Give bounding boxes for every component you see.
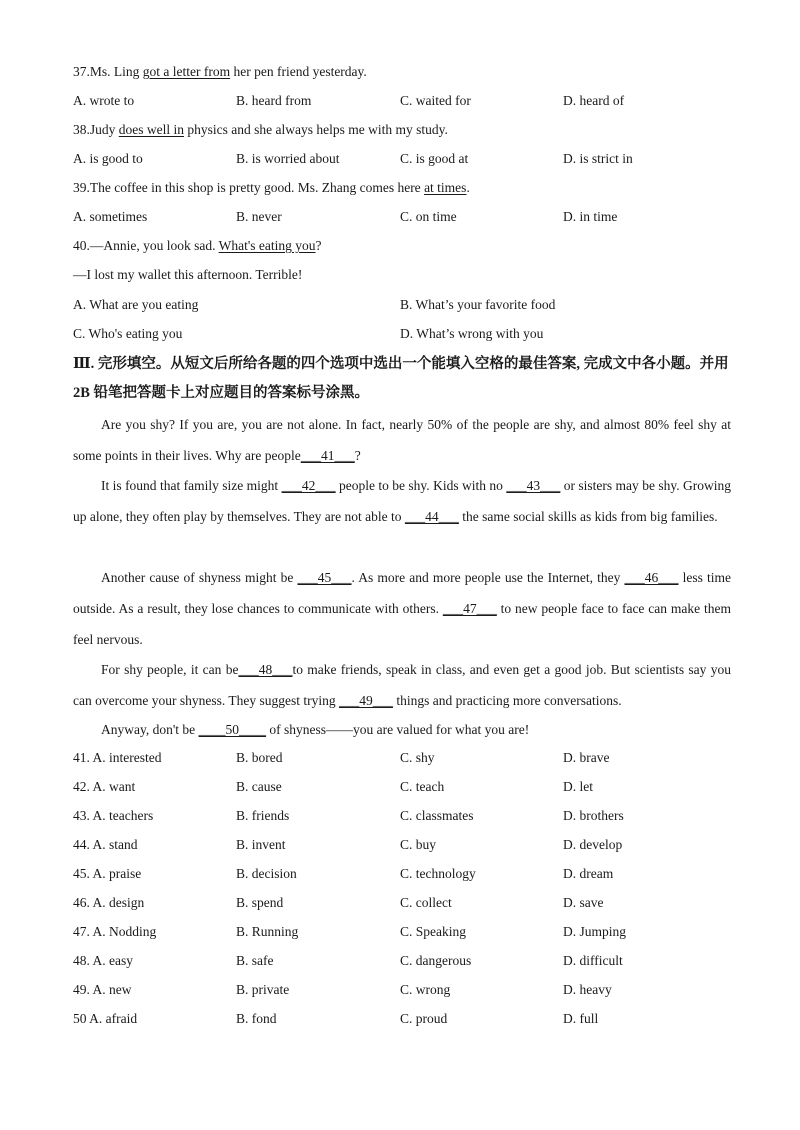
option-c: C. wrong	[400, 982, 451, 997]
option-b: B. spend	[236, 895, 284, 910]
option-b: B. invent	[236, 837, 286, 852]
option-b: B. Running	[236, 924, 299, 939]
passage-paragraph-3: Another cause of shyness might be ___45___. As more and more people use the Internet, they ___46___ less time outside. As a result, they lose chances to communicate with others. ___47___ to new people face to face can make them feel nervous.	[73, 570, 731, 647]
option-d: D. dream	[563, 866, 614, 881]
blank-45: ___45___	[297, 570, 352, 585]
question-text: 39.The coffee in this shop is pretty good. Ms. Zhang comes here	[73, 180, 425, 195]
option-c: C. Speaking	[400, 924, 466, 939]
option-a: A. wrote to	[73, 93, 135, 108]
passage-paragraph-1: Are you shy? If you are, you are not alone. In fact, nearly 50% of the people are shy, and almost 80% feel shy at some points in their lives. Why are people___41___?	[73, 417, 731, 463]
option-a: 43. A. teachers	[73, 808, 154, 823]
option-c: C. on time	[400, 209, 457, 224]
blank-42: ___42___	[281, 478, 336, 493]
option-a: 46. A. design	[73, 895, 145, 910]
option-a: 44. A. stand	[73, 837, 138, 852]
question-37	[73, 64, 367, 80]
option-c: C. is good at	[400, 151, 469, 166]
option-d: D. develop	[563, 837, 623, 852]
option-d: D. What’s wrong with you	[400, 326, 544, 341]
option-b: B. private	[236, 982, 290, 997]
option-a: 49. A. new	[73, 982, 132, 997]
option-c: C. classmates	[400, 808, 474, 823]
option-d: D. is strict in	[563, 151, 633, 166]
option-c: C. teach	[400, 779, 445, 794]
blank-44: ___44___	[404, 509, 459, 524]
option-b: B. decision	[236, 866, 297, 881]
blank-50: ____50____	[198, 722, 267, 737]
underlined-phrase: at times	[424, 180, 467, 195]
option-b: B. heard from	[236, 93, 312, 108]
option-b: B. bored	[236, 750, 283, 765]
question-40	[73, 238, 322, 254]
option-b: B. fond	[236, 1011, 277, 1026]
option-d: D. difficult	[563, 953, 623, 968]
question-text: 40.—Annie, you look sad.	[73, 238, 219, 253]
question-text: 38.Judy	[73, 122, 119, 137]
option-d: D. brave	[563, 750, 610, 765]
blank-49: ___49___	[338, 693, 393, 708]
option-b: B. safe	[236, 953, 274, 968]
option-d: D. in time	[563, 209, 618, 224]
option-a: 42. A. want	[73, 779, 136, 794]
passage-paragraph-2: It is found that family size might ___42___ people to be shy. Kids with no ___43___ or sisters may be shy. Growing up alone, they often play by themselves. They are not able to ___44___ the same social skills as kids from big families.	[73, 478, 731, 524]
question-text: .	[466, 180, 470, 195]
option-b: B. is worried about	[236, 151, 340, 166]
underlined-phrase: got a letter from	[142, 64, 231, 79]
option-c: C. waited for	[400, 93, 471, 108]
option-a: A. What are you eating	[73, 297, 199, 312]
section-heading: Ⅲ. 完形填空。从短文后所给各题的四个选项中选出一个能填入空格的最佳答案, 完成文中各小题。并用 2B 铅笔把答题卡上对应题目的答案标号涂黑。	[73, 356, 729, 401]
option-b: B. never	[236, 209, 282, 224]
option-d: D. full	[563, 1011, 599, 1026]
option-d: D. Jumping	[563, 924, 627, 939]
question-text: 37.Ms. Ling	[73, 64, 143, 79]
option-c: C. collect	[400, 895, 452, 910]
option-a: 45. A. praise	[73, 866, 142, 881]
option-a: 50 A. afraid	[73, 1011, 138, 1026]
option-b: B. cause	[236, 779, 282, 794]
blank-47: ___47___	[442, 601, 497, 616]
option-c: C. dangerous	[400, 953, 472, 968]
question-38	[73, 122, 448, 138]
question-text: her pen friend yesterday.	[230, 64, 367, 79]
passage-paragraph-5: Anyway, don't be ____50____ of shyness——you are valued for what you are!	[101, 722, 530, 737]
dialogue-reply: —I lost my wallet this afternoon. Terrible!	[73, 267, 303, 282]
option-a: 48. A. easy	[73, 953, 133, 968]
option-b: B. What’s your favorite food	[400, 297, 556, 312]
option-b: B. friends	[236, 808, 290, 823]
option-d: D. heavy	[563, 982, 612, 997]
question-text: physics and she always helps me with my study.	[184, 122, 448, 137]
blank-48: ___48___	[238, 662, 293, 677]
option-c: C. shy	[400, 750, 435, 765]
option-c: C. proud	[400, 1011, 448, 1026]
option-d: D. save	[563, 895, 604, 910]
option-d: D. heard of	[563, 93, 625, 108]
underlined-phrase: What's eating you	[218, 238, 316, 253]
option-c: C. Who's eating you	[73, 326, 183, 341]
option-a: A. is good to	[73, 151, 143, 166]
option-a: 41. A. interested	[73, 750, 162, 765]
option-a: A. sometimes	[73, 209, 148, 224]
option-d: D. brothers	[563, 808, 624, 823]
blank-43: ___43___	[506, 478, 561, 493]
option-a: 47. A. Nodding	[73, 924, 157, 939]
blank-41: ___41___	[300, 448, 355, 463]
question-39	[73, 180, 470, 196]
blank-46: ___46___	[624, 570, 679, 585]
option-d: D. let	[563, 779, 593, 794]
question-text: ?	[315, 238, 322, 253]
option-c: C. buy	[400, 837, 437, 852]
underlined-phrase: does well in	[118, 122, 185, 137]
option-c: C. technology	[400, 866, 476, 881]
passage-paragraph-4: For shy people, it can be___48___to make friends, speak in class, and even get a good job. But scientists say you can overcome your shyness. They suggest trying ___49___ things and practicing more conversations.	[73, 662, 731, 708]
